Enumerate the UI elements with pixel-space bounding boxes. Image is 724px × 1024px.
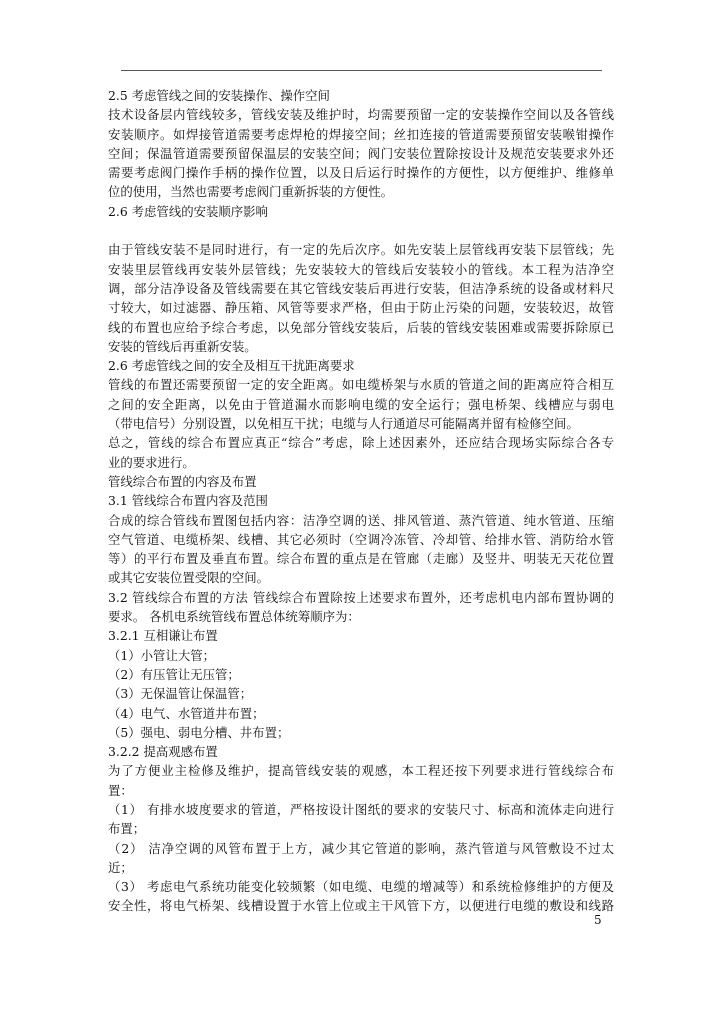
text-line: （1）小管让大管； bbox=[108, 647, 216, 663]
text-line: 空间；保温管道需要预留保温层的安装空间；阀门安装位置除按设计及规范安装要求外还 bbox=[108, 145, 614, 161]
text-line: 置： bbox=[108, 782, 133, 798]
text-line: 管线综合布置的内容及布置 bbox=[108, 473, 257, 489]
text-line: 空气管道、电缆桥架、线槽、其它必须时（空调冷冻管、冷却管、给排水管、消防给水管 bbox=[108, 531, 614, 547]
document-body bbox=[108, 86, 614, 916]
text-line: （2）有压管让无压管； bbox=[108, 666, 240, 682]
text-line: （3） 考虑电气系统功能变化较频繁（如电缆、电缆的增减等）和系统检修维护的方便及 bbox=[108, 879, 614, 895]
page-number: 5 bbox=[594, 913, 602, 927]
text-line: 近； bbox=[108, 859, 133, 875]
text-line: 需要考虑阀门操作手柄的操作位置，以及日后运行时操作的方便性，以方便维护、维修单 bbox=[108, 165, 614, 181]
text-line: 之间的安全距离，以免由于管道漏水而影响电缆的安全运行；强电桥架、线槽应与弱电 bbox=[108, 396, 614, 412]
text-line: 等）的平行布置及垂直布置。综合布置的重点是在管廊（走廊）及竖井、明装无天花位置 bbox=[108, 551, 614, 567]
text-line: （带电信号）分别设置，以免相互干扰；电缆与人行通道尽可能隔离并留有检修空间。 bbox=[108, 416, 579, 432]
header-rule bbox=[121, 70, 602, 71]
text-line: 2.5 考虑管线之间的安装操作、操作空间 bbox=[108, 88, 330, 103]
text-line: 安装顺序。如焊接管道需要考虑焊枪的焊接空间；丝扣连接的管道需要预留安装喉钳操作 bbox=[108, 126, 614, 142]
text-line: 为了方便业主检修及维护，提高管线安装的观感，本工程还按下列要求进行管线综合布 bbox=[108, 763, 614, 779]
text-line: 要求。 各机电系统管线布置总体统筹顺序为： bbox=[108, 609, 360, 625]
text-line: 合成的综合管线布置图包括内容：洁净空调的送、排风管道、蒸汽管道、纯水管道、压缩 bbox=[108, 512, 614, 528]
text-line: 管线的布置还需要预留一定的安全距离。如电缆桥架与水质的管道之间的距离应符合相互 bbox=[108, 377, 614, 393]
text-line: 布置； bbox=[108, 821, 146, 837]
text-line: 3.2.2 提高观感布置 bbox=[108, 744, 218, 760]
text-line: 寸较大，如过滤器、静压箱、风管等要求严格，但由于防止污染的问题，安装较迟，故管 bbox=[108, 300, 614, 316]
text-line: 或其它安装位置受限的空间。 bbox=[108, 570, 270, 586]
text-line: 技术设备层内管线较多，管线安装及维护时，均需要预留一定的安装操作空间以及各管线 bbox=[108, 107, 614, 123]
text-line: 2.6 考虑管线之间的安全及相互干扰距离要求 bbox=[108, 358, 355, 374]
text-line: 安全性，将电气桥架、线槽设置于水管上位或主干风管下方，以便进行电缆的敷设和线路 bbox=[108, 898, 614, 914]
text-line: （5）强电、弱电分槽、井布置； bbox=[108, 724, 290, 740]
text-line: 安装里层管线再安装外层管线；先安装较大的管线后安装较小的管线。本工程为洁净空 bbox=[108, 261, 614, 277]
text-line: 业的要求进行。 bbox=[108, 454, 195, 470]
text-line: （1） 有排水坡度要求的管道，严格按设计图纸的要求的安装尺寸、标高和流体走向进行 bbox=[108, 801, 614, 817]
text-line: 3.2 管线综合布置的方法 管线综合布置除按上述要求布置外，还考虑机电内部布置协调的 bbox=[108, 589, 614, 605]
text-line: （3）无保温管让保温管； bbox=[108, 686, 253, 702]
blank-line bbox=[108, 221, 614, 240]
text-line: （2） 洁净空调的风管布置于上方，减少其它管道的影响，蒸汽管道与风管敷设不过太 bbox=[108, 840, 614, 856]
text-line: 3.2.1 互相谦让布置 bbox=[108, 628, 218, 644]
text-line: 线的布置也应给予综合考虑，以免部分管线安装后，后装的管线安装困难或需要拆除原已 bbox=[108, 319, 614, 335]
text-line: （4）电气、水管道井布置； bbox=[108, 705, 265, 721]
text-line: 调，部分洁净设备及管线需要在其它管线安装后再进行安装，但洁净系统的设备或材料尺 bbox=[108, 280, 614, 296]
text-line: 由于管线安装不是同时进行，有一定的先后次序。如先安装上层管线再安装下层管线；先 bbox=[108, 242, 614, 258]
text-line: 总之，管线的综合布置应真正“综合”考虑，除上述因素外，还应结合现场实际综合各专 bbox=[108, 435, 614, 451]
text-line: 安装的管线后再重新安装。 bbox=[108, 338, 257, 354]
text-line: 2.6 考虑管线的安装顺序影响 bbox=[108, 203, 268, 219]
text-line: 位的使用，当然也需要考虑阀门重新拆装的方便性。 bbox=[108, 184, 393, 200]
text-line: 3.1 管线综合布置内容及范围 bbox=[108, 493, 268, 509]
